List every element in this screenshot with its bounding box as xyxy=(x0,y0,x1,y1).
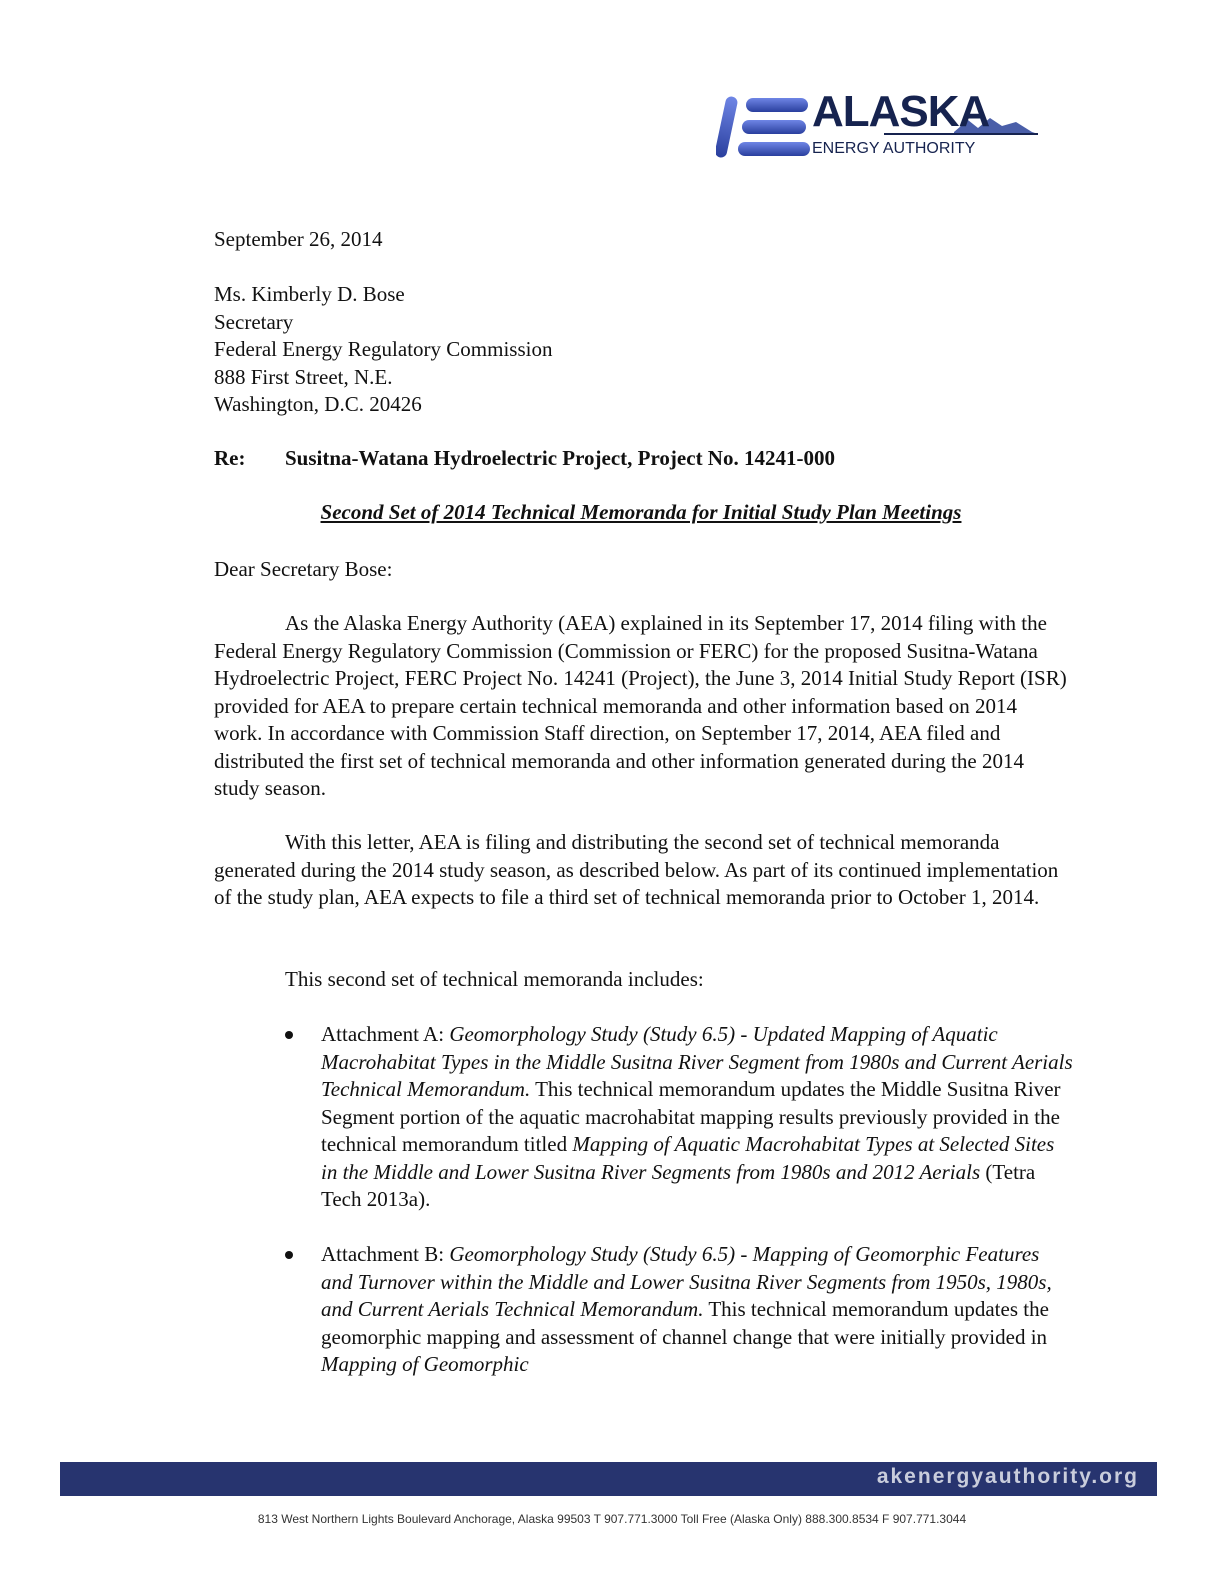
paragraph-2-text: With this letter, AEA is filing and distributing the second set of technical memoranda generated during the 2014 study season, as described below. As part of its continued implementation of the study plan, AEA expects to file a third set of technical memoranda prior to October 1, 2014. xyxy=(214,830,1059,909)
aea-logo xyxy=(716,88,1046,166)
recipient-line: Ms. Kimberly D. Bose xyxy=(214,282,405,306)
attachment-tail: (Tetra Tech 2013a). xyxy=(321,1159,1036,1211)
attachment-reference: Mapping of Geomorphic xyxy=(321,1352,529,1376)
paragraph-1 xyxy=(214,610,1070,803)
letter-subject: Second Set of 2014 Technical Memoranda for Initial Study Plan Meetings xyxy=(320,500,962,524)
attachment-lead: Attachment B: xyxy=(321,1242,450,1266)
re-subject: Susitna-Watana Hydroelectric Project, Project No. 14241-000 xyxy=(285,446,835,470)
attachment-body: This technical memorandum updates the Middle Susitna River Segment portion of the aquatic macrohabitat mapping results previously provided in the technical memorandum titled xyxy=(321,1077,1061,1156)
recipient-line: 888 First Street, N.E. xyxy=(214,364,393,389)
logo-wordmark: ALASKA xyxy=(812,87,990,136)
bullet-icon xyxy=(285,1251,293,1259)
footer-url: akenergyauthority.org xyxy=(876,1465,1139,1488)
footer-bar xyxy=(60,1462,1157,1496)
letter-date: September 26, 2014 xyxy=(214,227,383,251)
re-label: Re: xyxy=(214,446,246,470)
footer-address: 813 West Northern Lights Boulevard Anchorage, Alaska 99503 T 907.771.3000 Toll Free (Alaska Only) 888.300.8534 F 907.771.3044 xyxy=(257,1512,967,1526)
recipient-line: Secretary xyxy=(214,309,294,334)
attachment-body: This technical memorandum updates the geomorphic mapping and assessment of channel change that were initially provided in xyxy=(321,1297,1049,1349)
paragraph-1-text: As the Alaska Energy Authority (AEA) explained in its September 17, 2014 filing with the Federal Energy Regulatory Commission (Commission or FERC) for the proposed Susitna-Watana Hydroelectric Project, FERC Project No. 14241 (Project), the June 3, 2014 Initial Study Report (ISR) provided for AEA to prepare certain technical memoranda and other information based on 2014 work. In accordance with Commission Staff direction, on September 17, 2014, AEA filed and distributed the first set of technical memoranda and other information generated during the 2014 study season. xyxy=(214,611,1067,800)
logo-subtitle: ENERGY AUTHORITY xyxy=(812,140,976,157)
list-item xyxy=(285,1021,1075,1214)
recipient-address xyxy=(214,281,552,419)
attachment-lead: Attachment A: xyxy=(321,1022,450,1046)
attachment-title: Geomorphology Study (Study 6.5) - Mapping of Geomorphic Features and Turnover within the Middle and Lower Susitna River Segments from 1950s, 1980s, and Current Aerials Technical Memorandum. xyxy=(321,1242,1052,1321)
recipient-line: Washington, D.C. 20426 xyxy=(214,392,422,416)
attachment-list xyxy=(285,1021,1075,1379)
bullet-icon xyxy=(285,1031,293,1039)
list-item xyxy=(285,1241,1075,1379)
attachment-title: Geomorphology Study (Study 6.5) - Updated Mapping of Aquatic Macrohabitat Types in the Middle Susitna River Segment from 1980s and Current Aerials Technical Memorandum. xyxy=(321,1022,1073,1101)
paragraph-3: This second set of technical memoranda includes: xyxy=(285,967,704,991)
recipient-line: Federal Energy Regulatory Commission xyxy=(214,337,553,361)
salutation: Dear Secretary Bose: xyxy=(214,557,393,581)
paragraph-2 xyxy=(214,829,1070,912)
attachment-reference: Mapping of Aquatic Macrohabitat Types at Selected Sites in the Middle and Lower Susitna River Segments from 1980s and 2012 Aerials xyxy=(321,1132,1055,1184)
